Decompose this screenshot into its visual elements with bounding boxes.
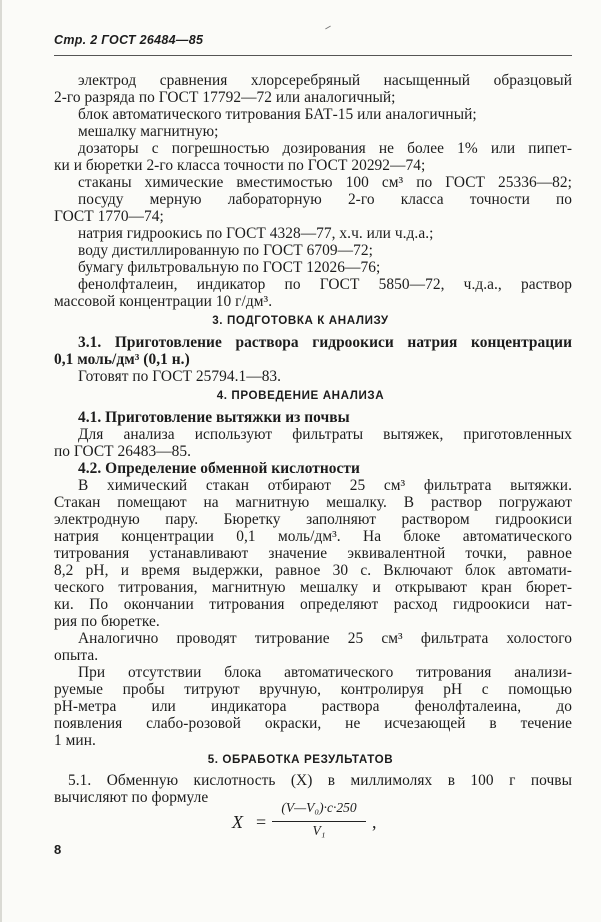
text-line: Стакан помещают на магнитную мешалку. В раствор погружают xyxy=(54,494,572,511)
formula-lhs: X xyxy=(232,812,243,832)
subsection-heading: 3.1. Приготовление раствора гидроокиси натрия концентрации xyxy=(78,334,572,351)
text-line: Для анализа используют фильтраты вытяжек, приготовленных xyxy=(78,426,572,443)
text-line: опыта. xyxy=(54,647,99,664)
text-line: Аналогично проводят титрование 25 см³ фильтрата холостого xyxy=(78,630,572,647)
text-line: ческого титрования, магнитную мешалку и открывают кран бюрет- xyxy=(54,579,572,596)
running-header: Стр. 2 ГОСТ 26484—85 xyxy=(54,33,204,47)
text-line: pH-метра или индикатора раствора фенолфталеина, до xyxy=(54,698,572,715)
formula xyxy=(232,800,402,850)
subsection-heading: 0,1 моль/дм³ (0,1 н.) xyxy=(54,351,190,368)
text-line: бумагу фильтровальную по ГОСТ 12026—76; xyxy=(78,259,381,276)
text-line: Готовят по ГОСТ 25794.1—83. xyxy=(78,368,282,385)
text-line: воду дистиллированную по ГОСТ 6709—72; xyxy=(78,242,373,259)
subsection-heading: 4.1. Приготовление вытяжки из почвы xyxy=(78,409,350,426)
text-line: ГОСТ 1770—74; xyxy=(54,208,164,225)
text-line: 2-го разряда по ГОСТ 17792—72 или аналогичный; xyxy=(54,89,396,106)
text-line: натрия концентрации 0,1 моль/дм³. На блоке автоматического xyxy=(54,528,572,545)
formula-denominator: V₁ xyxy=(312,823,326,838)
text-line: В химический стакан отбирают 25 см³ фильтрата вытяжки. xyxy=(78,477,572,494)
formula-numerator: (V—V₀)·c·250 xyxy=(281,800,357,815)
scan-edge xyxy=(0,0,2,922)
text-line: фенолфталеин, индикатор по ГОСТ 5850—72, ч.д.а., раствор xyxy=(78,276,572,293)
formula-trail: , xyxy=(372,812,377,832)
text-line: 1 мин. xyxy=(54,732,96,749)
scan-mark xyxy=(325,26,331,30)
text-line: по ГОСТ 26483—85. xyxy=(54,443,192,460)
section-heading: 3. ПОДГОТОВКА К АНАЛИЗУ xyxy=(212,314,389,327)
fraction-bar xyxy=(272,821,366,822)
text-line: При отсутствии блока автоматического титрования анализи- xyxy=(78,664,572,681)
text-line: ки. По окончании титрования определяют расход гидроокиси нат- xyxy=(54,596,572,613)
text-line: блок автоматического титрования БАТ-15 или аналогичный; xyxy=(78,106,477,123)
text-line: руемые пробы титруют вручную, контролируя pH с помощью xyxy=(54,681,572,698)
text-line: натрия гидроокись по ГОСТ 4328—77, х.ч. или ч.д.а.; xyxy=(78,225,434,242)
text-line: посуду мерную лабораторную 2-го класса точности по xyxy=(78,191,572,208)
text-line: ки и бюретки 2-го класса точности по ГОСТ 20292—74; xyxy=(54,157,426,174)
formula-equals: = xyxy=(256,812,267,832)
text-line: 8,2 pH, и время выдержки, равное 30 с. Включают блок автомати- xyxy=(54,562,572,579)
text-line: стаканы химические вместимостью 100 см³ по ГОСТ 25336—82; xyxy=(78,174,572,191)
text-line: титрования устанавливают значение эквивалентной точки, равное xyxy=(54,545,572,562)
text-line: дозаторы с погрешностью дозирования не более 1% или пипет- xyxy=(78,140,572,157)
section-heading: 4. ПРОВЕДЕНИЕ АНАЛИЗА xyxy=(216,389,385,402)
text-line: электродную пару. Бюретку заполняют раствором гидроокиси xyxy=(54,511,572,528)
subsection-heading: 4.2. Определение обменной кислотности xyxy=(78,460,360,477)
header-rule xyxy=(54,55,572,56)
text-line: массовой концентрации 10 г/дм³. xyxy=(54,293,273,310)
text-line: рия по бюретке. xyxy=(54,613,160,630)
text-line: электрод сравнения хлорсеребряный насыщенный образцовый xyxy=(78,72,572,89)
text-line: 5.1. Обменную кислотность (X) в миллимолях в 100 г почвы xyxy=(68,772,572,789)
page-number: 8 xyxy=(54,842,62,857)
text-line: появления слабо-розовой окраски, не исчезающей в течение xyxy=(54,715,572,732)
text-line: вычисляют по формуле xyxy=(54,789,209,806)
text-line: мешалку магнитную; xyxy=(78,123,219,140)
section-heading: 5. ОБРАБОТКА РЕЗУЛЬТАТОВ xyxy=(207,753,394,766)
